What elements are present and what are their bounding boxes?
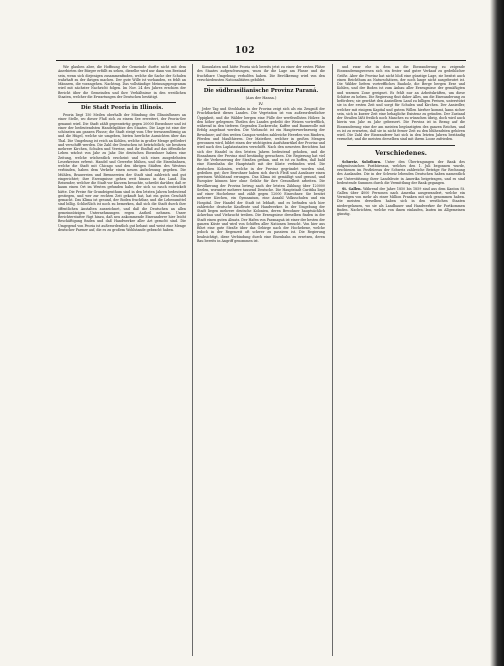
news-place: Schweiz. Solothurn.: [342, 159, 382, 164]
news-item: [337, 187, 465, 217]
article-source: (Aus der Hansa.): [245, 96, 277, 100]
news-text: Unter den Übertragungen der Bank des eidgenössischen Postbüreaus, welches den 1. Juli begonnen wurde, erschienen im Postbüreau der Schweiz zahlreiche Beträge für Rechnung des Auslandes. Die in der Schweiz lebenden Deutschen haben namentlich zur Unterstützung ihrer Landsleute in Amerika beigetragen, und es sind bedeutende Summen durch die Vermittlung der Bank gegangen.: [337, 159, 465, 185]
section-rule: [347, 145, 455, 146]
article-text: Peoria liegt 150 Meilen oberhalb der Mündung des Illinoisflusses an einer Stelle, wo dieser Fluß sich zu einem See erweitert, der Peoria-See genannt wird. Die Stadt zählt gegenwärtig gegen 20000 Einwohner und ist einer der bedeutendsten Handelsplätze des Staates. Die Lage ist eine der schönsten am ganzen Flusse; die Stadt steigt vom Ufer terrassenförmig an und die Hügel, welche sie umgeben, bieten herrliche Aussichten über das Thal. Die Umgebung ist reich an Kohlen, welche in großer Menge gefördert und verschifft werden. Die Zahl der Deutschen ist beträchtlich; sie besitzen mehrere Kirchen, Schulen und Vereine, und ihr Einfluß auf das öffentliche Leben wächst von Jahr zu Jahr. Die deutschen Einwohner haben eine Zeitung, welche wöchentlich erscheint und sich eines ausgedehnten Leserkreises erfreut. Handel und Gewerbe blühen, und die Eisenbahnen, welche die Stadt mit Chicago und den übrigen Städten des Westens verbinden, haben dem Verkehr einen neuen Aufschwung gegeben. Die Mühlen, Brauereien und Brennereien der Stadt sind zahlreich und gut eingerichtet; ihre Erzeugnisse gehen weit hinaus in das Land. Ein Reisender, welcher die Stadt vor Kurzem besuchte, schreibt darüber, daß er kaum einen Ort im Westen gefunden habe, der sich so rasch entwickelt hätte. Die Preise für Grundeigenthum sind in den letzten Jahren bedeutend gestiegen, und wer zur rechten Zeit gekauft hat, hat ein gutes Geschäft gemacht. Das Klima ist gesund, der Boden fruchtbar, und die Lebensmittel sind billig. Schließlich ist noch zu bemerken, daß sich die Stadt durch ihre öffentlichen Anstalten auszeichnet, und daß die Deutschen an allen gemeinnützigen Unternehmungen regen Antheil nehmen. Unser Berichterstatter fügt hinzu, daß neu ankommende Einwanderer hier leicht Beschäftigung finden und daß Handwerker aller Art gesucht sind. Die Umgegend von Peoria ist außerordentlich gut bebaut und weist eine Menge deutscher Farmer auf, die es zu großem Wohlstande gebracht haben.: [58, 113, 186, 232]
news-place: St. Gallen.: [342, 186, 362, 191]
news-item: [337, 160, 465, 186]
section-heading: Verschiedenes.: [375, 149, 427, 157]
scan-shadow-edge: [490, 0, 504, 666]
column-divider: [332, 64, 333, 656]
header-rule: [56, 60, 466, 61]
article-text: und zwar ehe in dem an die Einwanderung zu zeigende Einwanderungswesen sich ein fester und guter Verkauf zu gedeihlicher Größe. Aber die Provinz hat nicht bloß eine günstige Lage, sie besitzt auch einen Reichthum an Naturschätzen, der noch lange nicht ausgebeutet ist. Die Wälder liefern vortreffliches Bauholz, die Berge bergen Erze und Kohlen, und der Boden ist zum Anbau aller Erzeugnisse der gemäßigten und warmen Zone geeignet. Es fehlt nur an Arbeitskräften, um diese Schätze zu heben. Die Regierung thut daher Alles, um die Einwanderung zu befördern; sie gewährt den Ansiedlern Land zu billigen Preisen, unterstützt sie in der ersten Zeit und sorgt für Schulen und Kirchen. Der Ansiedler, welcher mit einigem Kapital und gutem Willen hierher kommt, kann sicher sein, sich in kurzer Zeit eine behagliche Existenz zu gründen. Der Zustand der Straßen läßt freilich noch Manches zu wünschen übrig, doch wird auch hierin von Jahr zu Jahr gebessert. Die Provinz ist in Bezug auf die Einwanderung eine der am meisten begünstigten des ganzen Reiches, und es ist zu erwarten, daß sie in nicht ferner Zeit zu den blühendsten gehören wird. Die Zahl der Einwanderer hat sich in den letzten Jahren beständig vermehrt, und die meisten derselben sind mit ihrem Loose zufrieden.: [337, 65, 465, 142]
article-text: Wir glauben aber, die Hoffnung der Gemeinde durfte nicht mit dem Anerbieten der Bürger erfüllt zu sehen, dieselbe wird nur dann von Bestand sein, wenn sich diejenigen zusammenfinden, welche die Sache der Schulen wahrhaft zu der ihrigen machen. Der gute Wille ist vorhanden, es fehlt an Männern, die vorangehen. Nachtrag. Das vollständige Meinungsprogramm wird mit nächster Nachricht folgen. Im Nov. 24 des Jahres erschien der Bericht über die Gemeinden und ihre Verhältnisse in den westlichen Staaten, welcher die Erwartungen der Deutschen bestätigt.: [58, 65, 186, 99]
article-text: Jeder Tag und Strohhalm in der Provinz zeigt sich als ein Zeugniß der Fruchtbarkeit dieses Landes. Die Vegetation ist von außerordentlicher Üppigkeit, und die Wälder bergen eine Fülle der werthvollsten Hölzer. In den höher gelegenen Theilen des Landes gedeiht der Weizen vortrefflich, während in den tieferen Gegenden Zuckerrohr, Kaffee und Baumwolle mit Erfolg angebaut werden. Die Viehzucht ist ein Haupterwerbszweig der Bewohner; auf den weiten Campos weiden zahlreiche Heerden von Rindern, Pferden und Maulthieren. Der Matethee, welcher in großen Mengen gewonnen wird, bildet einen der wichtigsten Ausfuhrartikel der Provinz und wird nach den Laplatastaaten verschifft. Nach den neuesten Berichten hat sich der Handel in den letzten Jahren bedeutend gehoben, und die Einnahmen der Provinz sind beständig gewachsen. Die Regierung hat viel für die Verbesserung der Straßen gethan, und es ist zu hoffen, daß bald eine Eisenbahn die Hauptstadt mit der Küste verbinden wird. Die deutschen Kolonien, welche in der Provinz gegründet worden sind, gedeihen gut; ihre Bewohner haben sich durch Fleiß und Ausdauer einen gewissen Wohlstand errungen. Das Klima ist gemäßigt und gesund, und Europäer können hier ohne Gefahr für ihre Gesundheit arbeiten. Die Bevölkerung der Provinz betrug nach der letzten Zählung über 120000 Seelen, worunter mehrere tausend Deutsche. Die Hauptstadt Curitiba liegt auf einer Hochebene und zählt gegen 12000 Einwohner. Sie besitzt mehrere Kirchen, ein Gymnasium, eine Anzahl Volksschulen und ein Hospital. Der Handel der Stadt ist lebhaft, und es befinden sich hier zahlreiche deutsche Kaufleute und Handwerker. In der Umgebung der Stadt liegen mehrere deutsche Kolonien, deren Bewohner hauptsächlich Ackerbau und Viehzucht treiben. Die Erzeugnisse derselben finden in der Stadt einen guten Absatz. Der Hafen von Paranaguá ist einer der besten der ganzen Küste und wird von Schiffen aller Nationen besucht. Von hier aus führt eine gute Straße über das Gebirge nach der Hochebene, welche jedoch in der Regenzeit oft schwer zu passiren ist. Die Regierung beabsichtigt, diese Verbindung durch eine Eisenbahn zu ersetzen, deren Bau bereits in Angriff genommen ist.: [197, 107, 325, 243]
article-heading: Die südbrasilianische Provinz Paraná.: [203, 88, 319, 94]
column-right: [337, 65, 465, 655]
column-middle: [197, 65, 325, 655]
article-part-number: IV.: [258, 101, 264, 106]
news-text: Während der Jahre 1850 bis 1859 sind aus dem Kanton St. Gallen über 4000 Personen nach Amerika ausgewandert, welche ein Vermögen von mehr als einer Million Franken mit sich genommen haben. Die meisten derselben haben sich in den westlichen Staaten niedergelassen, wo sie als Landbauer und Handwerker ihr Fortkommen finden. Nachrichten, welche von ihnen einlaufen, lauten im Allgemeinen günstig.: [337, 186, 465, 216]
article-heading: Die Stadt Peoria in Illinois.: [80, 105, 164, 111]
section-rule: [207, 85, 315, 86]
article-text: Konsulaten und hätte Peoria sich bereits jetzt zu einer der ersten Plätze des Staates aufgeschwungen, wozu ihr die Lage am Flusse und die fruchtbare Umgebung verholfen haben. Die Bevölkerung wird von den verschiedensten Nationalitäten gebildet.: [197, 65, 325, 82]
page-number: 102: [234, 46, 256, 56]
section-rule: [68, 102, 176, 103]
column-divider: [192, 64, 193, 656]
column-left: [58, 65, 186, 655]
